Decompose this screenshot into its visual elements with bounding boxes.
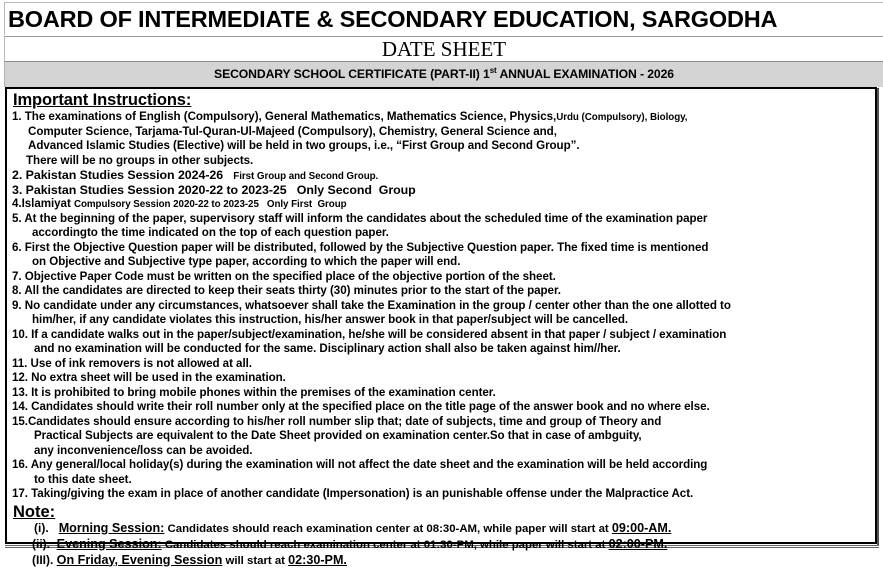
- item-text: At the beginning of the paper, supervisory staff will inform the candidates about the scheduled time of the examination paper: [24, 211, 708, 225]
- item-text: Pakistan Studies Session 2024-26: [25, 168, 224, 182]
- instruction-item-5: [12, 212, 871, 227]
- item-number: 10.: [12, 327, 28, 341]
- instruction-item-2: [12, 168, 871, 183]
- item-number: 8.: [12, 284, 22, 297]
- note-text: will start at: [222, 554, 289, 567]
- note-time: 09:00-AM.: [611, 520, 672, 535]
- item-text: If a candidate walks out in the paper/subject/examination, he/she will be considered absent in that paper / subject / examination: [31, 327, 727, 341]
- item-number: 11.: [12, 356, 28, 370]
- item-number: 3.: [12, 182, 23, 197]
- item-text: The examinations of English (Compulsory), General Mathematics, Mathematics Science, Physics,: [24, 110, 557, 123]
- instruction-item-9-line-2: him/her, if any candidate violates this instruction, his/her answer book in that paper/subject will be cancelled.: [32, 313, 629, 326]
- instruction-item-1-line-4: There will be no groups in other subjects.: [26, 153, 254, 167]
- item-number: 6.: [12, 240, 22, 254]
- note-time: 02:00-PM.: [608, 536, 668, 551]
- note-item-friday: [12, 552, 871, 568]
- item-text: It is prohibited to bring mobile phones within the premises of the examination center.: [31, 385, 496, 399]
- instruction-item-5-line-2: accordingto the time indicated on the top of each question paper.: [32, 226, 389, 239]
- instructions-content: [12, 91, 871, 568]
- box-shadow: [877, 88, 879, 546]
- note-heading: Note:: [13, 502, 56, 521]
- item-text: Taking/giving the exam in place of another candidate (Impersonation) is an punishable offense under the Malpractice Act.: [31, 487, 694, 500]
- item-number: 12.: [12, 371, 28, 384]
- note-label: Morning Session:: [58, 520, 165, 535]
- item-number: 13.: [12, 385, 28, 399]
- item-text: Pakistan Studies Session 2020-22 to 2023-25 Only Second Group: [25, 182, 416, 197]
- instruction-item-10-line-2: and no examination will be conducted for the same. Disciplinary action shall also be taken against him//her.: [34, 342, 621, 355]
- exam-banner-suffix: ANNUAL EXAMINATION - 2026: [496, 67, 674, 81]
- document-title: DATE SHEET: [4, 36, 883, 61]
- instruction-item-15: [12, 415, 871, 430]
- item-text: Candidates should write their roll number only at the specified place on the title page of the answer book and no where else.: [31, 400, 710, 413]
- instruction-item-15-line-3: any inconvenience/loss can be avoided.: [34, 443, 253, 457]
- instruction-item-1: [12, 110, 871, 125]
- item-number: 5.: [12, 211, 22, 225]
- item-text: Any general/local holiday(s) during the examination will not affect the date sheet and the examination will be held according: [30, 458, 708, 471]
- instruction-item-11: [12, 357, 871, 372]
- item-text-small: Compulsory Session 2020-22 to 2023-25 Only First Group: [73, 199, 347, 210]
- note-item-evening: [12, 536, 871, 552]
- item-text-small: Urdu (Compulsory), Biology,: [556, 112, 688, 123]
- instruction-item-14: [12, 400, 871, 415]
- instruction-item-6: [12, 241, 871, 256]
- item-text: Use of ink removers is not allowed at all.: [30, 356, 252, 370]
- note-text: Candidates should reach examination center at 01:30-PM, while paper will start at: [161, 538, 609, 551]
- note-text: Candidates should reach examination center at 08:30-AM, while paper will start at: [164, 522, 612, 535]
- exam-banner-prefix: SECONDARY SCHOOL CERTIFICATE (PART-II) 1: [214, 67, 490, 81]
- instruction-item-13: [12, 386, 871, 401]
- instruction-item-4: [12, 197, 871, 212]
- note-label: Evening Session:: [56, 536, 162, 551]
- item-text: Objective Paper Code must be written on the specified place of the objective portion of the sheet.: [24, 269, 556, 283]
- instruction-item-17: [12, 487, 871, 502]
- instructions-box: [5, 87, 877, 567]
- item-text: First the Objective Question paper will be distributed, followed by the Subjective Question paper. The fixed time is mentioned: [24, 240, 709, 254]
- instruction-item-15-line-2: Practical Subjects are equivalent to the Date Sheet provided on examination center.So that in case of ambguity,: [34, 429, 642, 442]
- item-text: Candidates should ensure according to his/her roll number slip that; date of subjects, time and group of Theory and: [27, 414, 662, 428]
- instruction-item-8: [12, 284, 871, 299]
- note-number: (i).: [34, 520, 49, 535]
- item-text: All the candidates are directed to keep their seats thirty (30) minutes prior to the start of the paper.: [24, 284, 561, 297]
- note-item-morning: [12, 520, 871, 536]
- instruction-item-12: [12, 371, 871, 386]
- item-number: 15.: [12, 414, 28, 428]
- instruction-item-10: [12, 328, 871, 343]
- note-label: On Friday, Evening Session: [56, 552, 223, 567]
- instruction-item-16: [12, 458, 871, 473]
- item-number: 16.: [12, 458, 28, 471]
- item-number: 9.: [12, 298, 22, 312]
- instruction-item-16-line-2: to this date sheet.: [34, 472, 132, 486]
- instruction-item-3: [12, 183, 871, 198]
- item-text-small: First Group and Second Group.: [233, 171, 379, 182]
- instruction-item-7: [12, 270, 871, 285]
- note-time: 02:30-PM.: [288, 552, 347, 567]
- exam-banner: [4, 61, 883, 87]
- note-number: (III).: [32, 552, 54, 567]
- instruction-item-9: [12, 299, 871, 314]
- item-text: Islamiyat: [21, 197, 71, 210]
- instruction-item-1-line-2: Computer Science, Tarjama-Tul-Quran-Ul-Majeed (Compulsory), Chemistry, General Science and,: [28, 124, 557, 138]
- item-number: 2.: [12, 168, 23, 182]
- item-number: 1.: [12, 110, 22, 123]
- item-number: 17.: [12, 487, 28, 500]
- instruction-item-1-line-3: Advanced Islamic Studies (Elective) will be held in two groups, i.e., “First Group and Second Group”.: [28, 139, 580, 152]
- note-number: (ii).: [32, 536, 50, 551]
- exam-banner-ordinal: st: [489, 66, 497, 75]
- instruction-item-6-line-2: on Objective and Subjective type paper, according to which the paper will end.: [32, 255, 461, 268]
- item-number: 14.: [12, 400, 28, 413]
- item-text: No candidate under any circumstances, whatsoever shall take the Examination in the group / center other than the one allotted to: [24, 298, 731, 312]
- item-text: No extra sheet will be used in the examination.: [31, 371, 286, 384]
- instructions-heading: Important Instructions:: [13, 91, 192, 109]
- board-title: BOARD OF INTERMEDIATE & SECONDARY EDUCATION, SARGODHA: [4, 2, 883, 35]
- item-number: 7.: [12, 269, 22, 283]
- item-number: 4.: [12, 197, 22, 210]
